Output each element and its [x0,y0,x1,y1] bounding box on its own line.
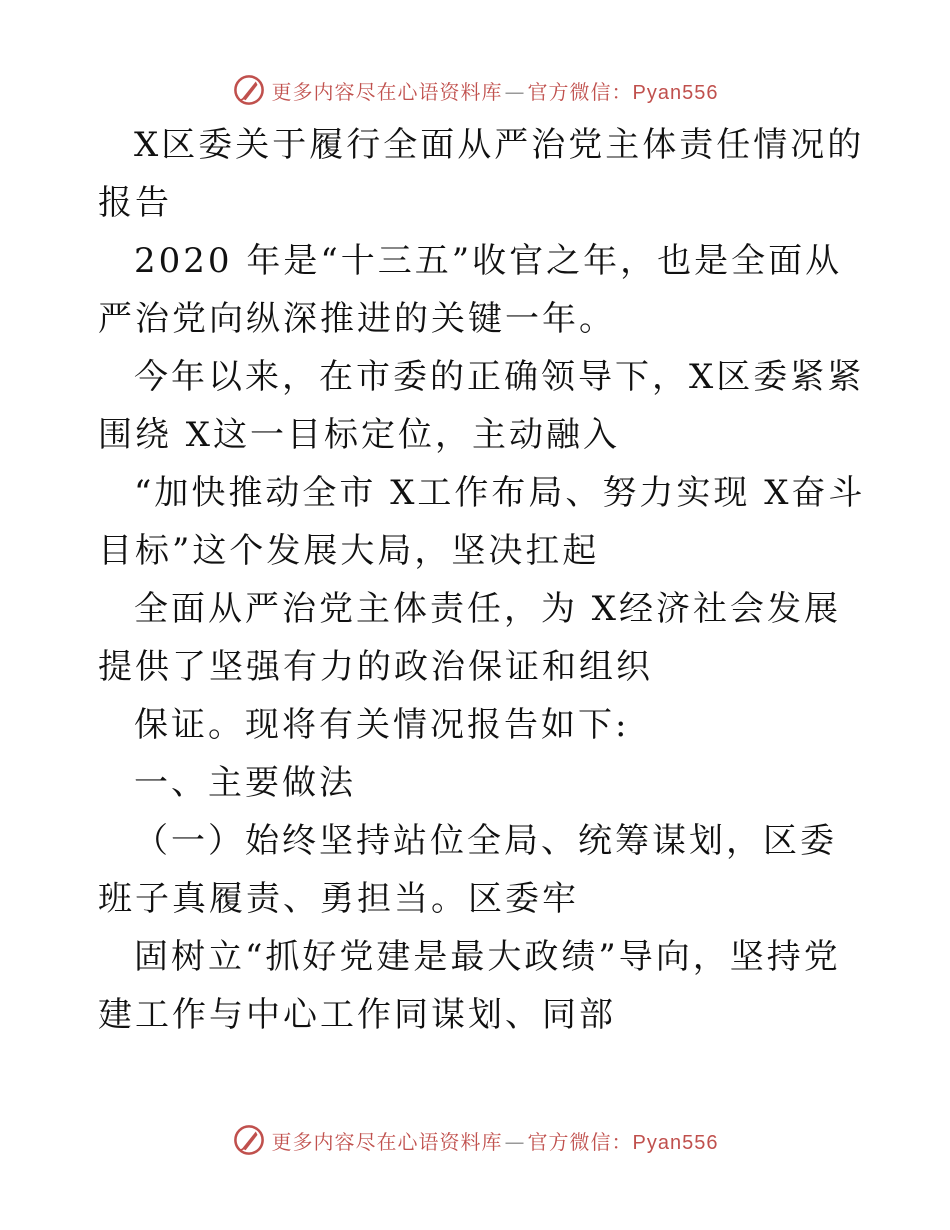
paragraph: 保证。现将有关情况报告如下: [134,705,630,745]
section-heading: 一、主要做法 [134,763,356,803]
paragraph: 2020 年是“十三五”收官之年，也是全面从严治党向纵深推进的关键一年。 [98,241,843,339]
document-title: X区委关于履行全面从严治党主体责任情况的报告 [98,125,865,223]
paragraph: 固树立“抓好党建是最大政绩”导向，坚持党建工作与中心工作同谋划、同部 [98,937,841,1035]
document-body [98,116,868,1044]
footer-watermark [0,1120,950,1160]
watermark-separator: — [504,1129,526,1154]
watermark-site-name: 更多内容尽在心语资料库 [271,79,503,104]
quill-logo-icon [232,1123,266,1157]
watermark-text [272,1126,719,1155]
watermark-site-name: 更多内容尽在心语资料库 [271,1129,503,1154]
paragraph: （一）始终坚持站位全局、统筹谋划，区委班子真履责、勇担当。区委牢 [98,821,837,919]
paragraph: 今年以来，在市委的正确领导下，X区委紧紧围绕 X这一目标定位，主动融入 [98,357,865,455]
header-watermark [0,70,950,110]
paragraph: “加快推动全市 X工作布局、努力实现 X奋斗目标”这个发展大局，坚决扛起 [98,473,866,571]
quill-logo-icon [232,73,266,107]
watermark-text [272,76,719,105]
watermark-label: 官方微信： [527,79,633,104]
paragraph: 全面从严治党主体责任，为 X经济社会发展提供了坚强有力的政治保证和组织 [98,589,842,687]
watermark-label: 官方微信： [527,1129,633,1154]
watermark-account: Pyan556 [632,81,719,104]
watermark-separator: — [504,79,526,104]
watermark-account: Pyan556 [632,1131,719,1154]
